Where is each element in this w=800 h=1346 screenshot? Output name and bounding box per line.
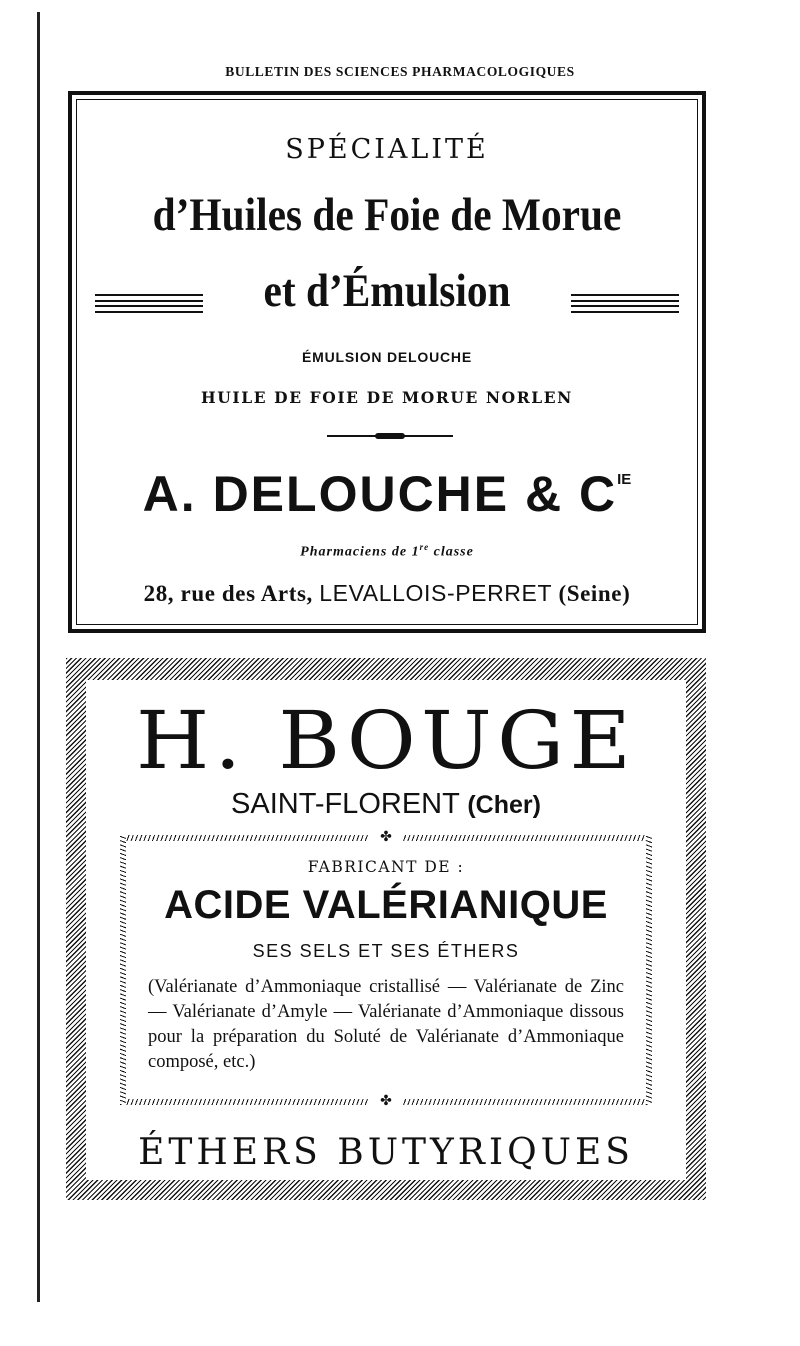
advertisement-delouche	[68, 91, 706, 633]
ad1-address-city: LEVALLOIS-PERRET	[319, 580, 553, 606]
ad1-company-name	[77, 465, 697, 523]
ad1-pharm-suffix: classe	[429, 544, 474, 560]
ad1-kicker: SPÉCIALITÉ	[285, 134, 489, 165]
ad2-product-box	[120, 830, 652, 1109]
ad1-pharm-prefix: Pharmaciens de 1	[300, 544, 420, 560]
ad1-product-emulsion: ÉMULSION DELOUCHE	[302, 349, 472, 365]
ad2-inner-panel	[86, 680, 686, 1180]
ad1-pharmacists-line	[77, 542, 697, 561]
ad2-product-name: ACIDE VALÉRIANIQUE	[164, 883, 608, 927]
ad1-separator	[327, 433, 453, 439]
ad1-pharm-superscript: re	[419, 542, 430, 552]
decorative-rules-right	[571, 294, 679, 314]
ad1-subtitle: et d’Émulsion	[263, 265, 511, 317]
ad1-address-street: 28, rue des Arts,	[143, 581, 320, 606]
ad1-subtitle-row	[77, 264, 697, 334]
ad1-company-text: A. DELOUCHE & C	[142, 466, 618, 522]
ad2-town	[86, 788, 686, 821]
advertisement-bouge	[66, 658, 706, 1200]
ad1-address-dept: (Seine)	[552, 581, 631, 606]
ad2-footer: ÉTHERS BUTYRIQUES	[138, 1132, 634, 1173]
running-head: BULLETIN DES SCIENCES PHARMACOLOGIQUES	[225, 64, 575, 79]
ad1-title: d’Huiles de Foie de Morue	[152, 189, 622, 241]
ad1-address	[77, 580, 697, 607]
ad1-company-superscript: IE	[617, 471, 632, 488]
ad2-town-dept: (Cher)	[467, 791, 541, 819]
ad1-product-huile: HUILE DE FOIE DE MORUE NORLEN	[201, 388, 573, 407]
page-margin-rule	[37, 12, 40, 1302]
ad1-inner-frame	[76, 99, 698, 625]
ad2-product-subline: SES SELS ET SES ÉTHERS	[252, 941, 520, 961]
ad2-fabricant-label: FABRICANT DE :	[307, 858, 465, 876]
ornament-top-icon: ✤	[369, 831, 403, 845]
ad2-company-name: H. BOUGE	[135, 694, 637, 787]
ad2-product-details: (Valérianate d’Ammoniaque cristallisé — Valérianate de Zinc — Valérianate d’Amyle — Valérianate d’Ammoniaque dissous pour la préparation du Soluté de Valérianate d’Ammoniaque composé, etc.)	[148, 977, 624, 1072]
ornament-bottom-icon: ✤	[369, 1095, 403, 1109]
ad2-town-name: SAINT-FLORENT	[231, 788, 468, 820]
